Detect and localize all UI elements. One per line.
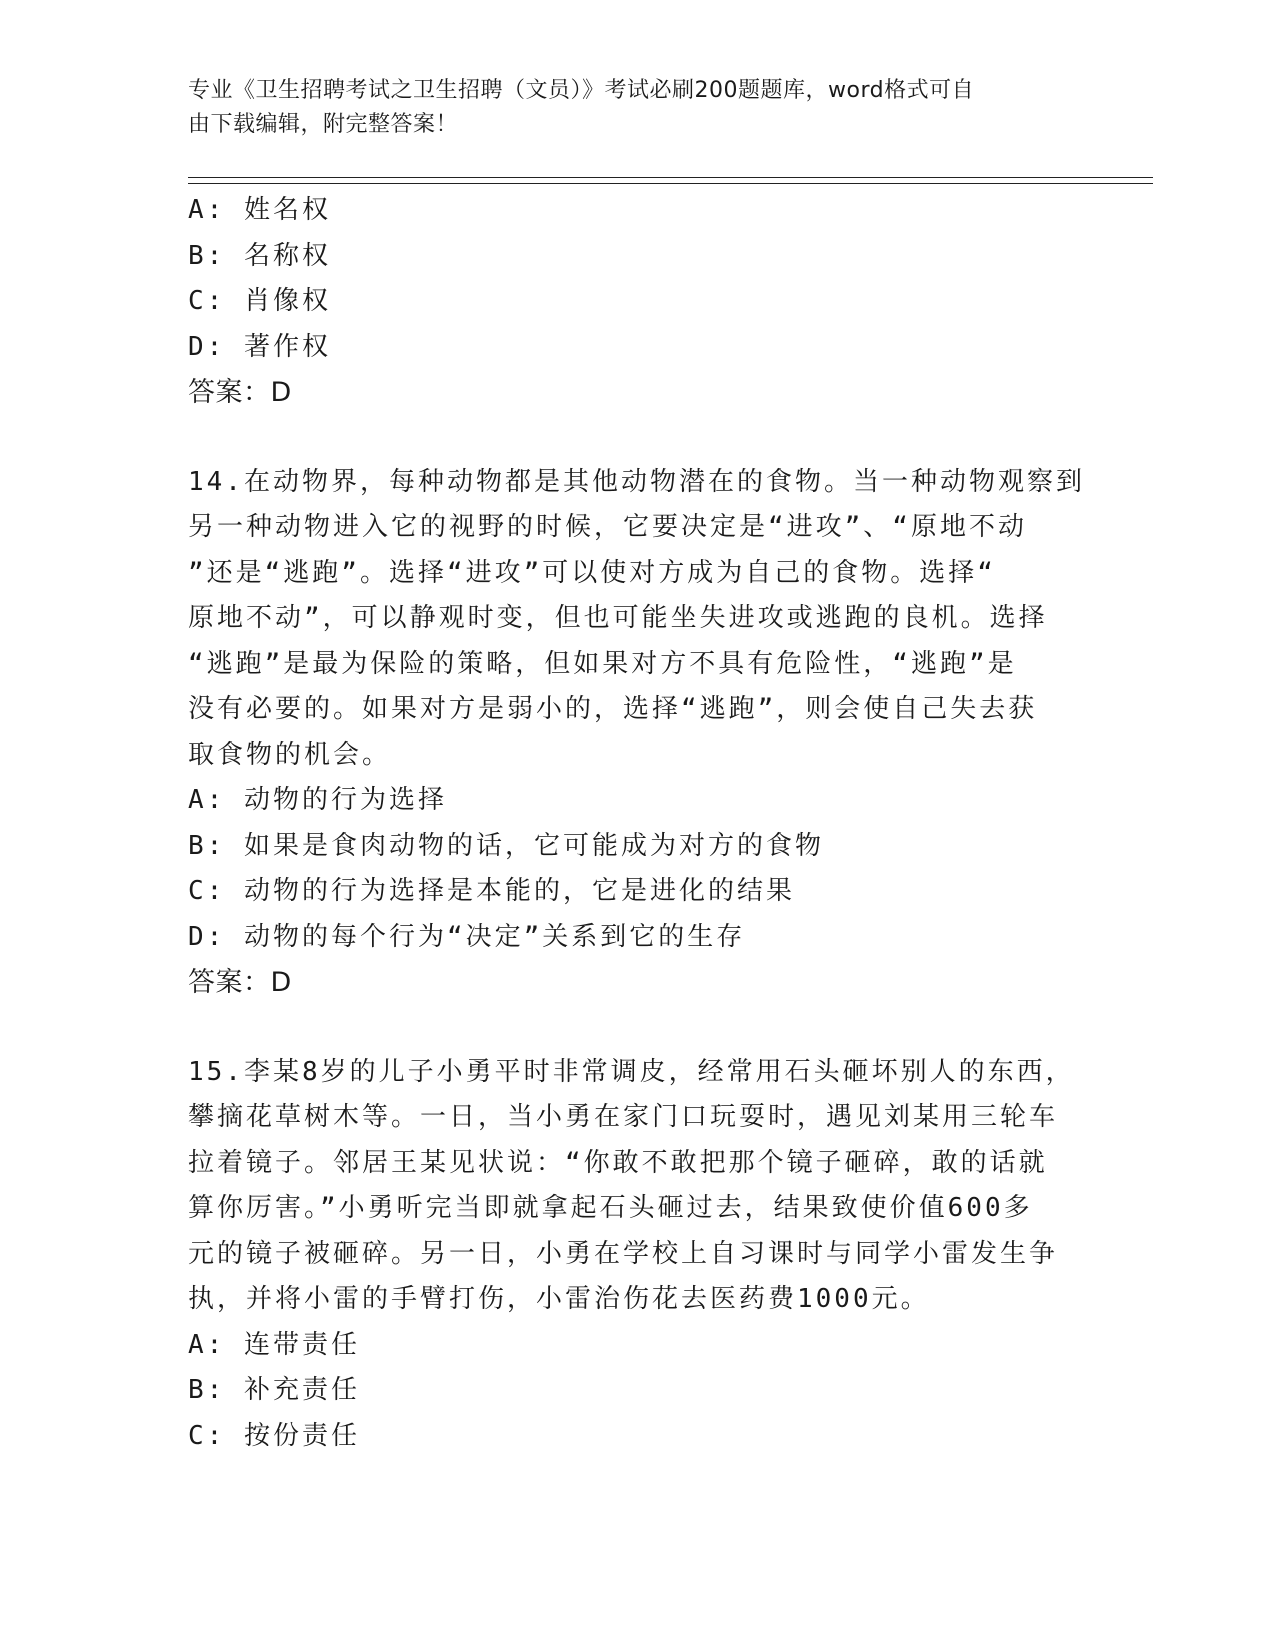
question-text-line: 拉着镜子。邻居王某见状说：“你敢不敢把那个镜子砸碎，敢的话就: [188, 1147, 1048, 1178]
question-text-line: 执，并将小雷的手臂打伤，小雷治伤花去医药费1000元。: [188, 1284, 930, 1314]
question-text-line: 原地不动”，可以静观时变，但也可能坐失进攻或逃跑的良机。选择: [188, 603, 1048, 633]
question-text-line: 另一种动物进入它的视野的时候，它要决定是“进攻”、“原地不动: [188, 512, 1027, 542]
question-15: [188, 1050, 1088, 1460]
question-text-line: 没有必要的。如果对方是弱小的，选择“逃跑”，则会使自己失去获: [188, 694, 1038, 724]
option-c: C: 肖像权: [188, 286, 331, 316]
spacer: [188, 1006, 1088, 1050]
question-text-line: 算你厉害。”小勇听完当即就拿起石头砸过去，结果致使价值600多: [188, 1193, 1033, 1223]
question-13: [188, 188, 1088, 416]
question-text-line: 取食物的机会。: [188, 739, 392, 770]
option-a: A: 姓名权: [188, 195, 331, 225]
option-c: C: 按份责任: [188, 1420, 360, 1451]
option-c: C: 动物的行为选择是本能的，它是进化的结果: [188, 876, 795, 906]
question-content: [188, 188, 1088, 1459]
header-line-1: 专业《卫生招聘考试之卫生招聘（文员）》考试必刷200题题库，word格式可自: [188, 78, 975, 103]
answer: 答案：D: [188, 377, 292, 408]
spacer: [188, 416, 1088, 460]
question-text-line: 攀摘花草树木等。一日，当小勇在家门口玩耍时，遇见刘某用三轮车: [188, 1102, 1059, 1132]
answer: 答案：D: [188, 967, 292, 998]
option-a: A: 动物的行为选择: [188, 785, 447, 815]
option-b: B: 名称权: [188, 240, 331, 271]
option-d: D: 动物的每个行为“决定”关系到它的生存: [188, 921, 746, 952]
question-text-line: 14.在动物界，每种动物都是其他动物潜在的食物。当一种动物观察到: [188, 466, 1085, 497]
header-rule-top: [188, 177, 1153, 178]
option-b: B: 补充责任: [188, 1375, 360, 1405]
header-line-2: 由下载编辑，附完整答案！: [188, 112, 459, 137]
question-text-line: “逃跑”是最为保险的策略，但如果对方不具有危险性，“逃跑”是: [188, 648, 1017, 679]
option-d: D: 著作权: [188, 331, 331, 362]
question-text-line: ”还是“逃跑”。选择“进攻”可以使对方成为自己的食物。选择“: [188, 557, 996, 588]
header-rule-bottom: [188, 183, 1153, 184]
option-b: B: 如果是食肉动物的话，它可能成为对方的食物: [188, 830, 824, 861]
question-text-line: 15.李某8岁的儿子小勇平时非常调皮，经常用石头砸坏别人的东西，: [188, 1056, 1075, 1087]
question-text-line: 元的镜子被砸碎。另一日，小勇在学校上自习课时与同学小雷发生争: [188, 1238, 1059, 1269]
option-a: A: 连带责任: [188, 1329, 360, 1360]
page-header: [188, 74, 1068, 142]
question-14: [188, 460, 1088, 1006]
